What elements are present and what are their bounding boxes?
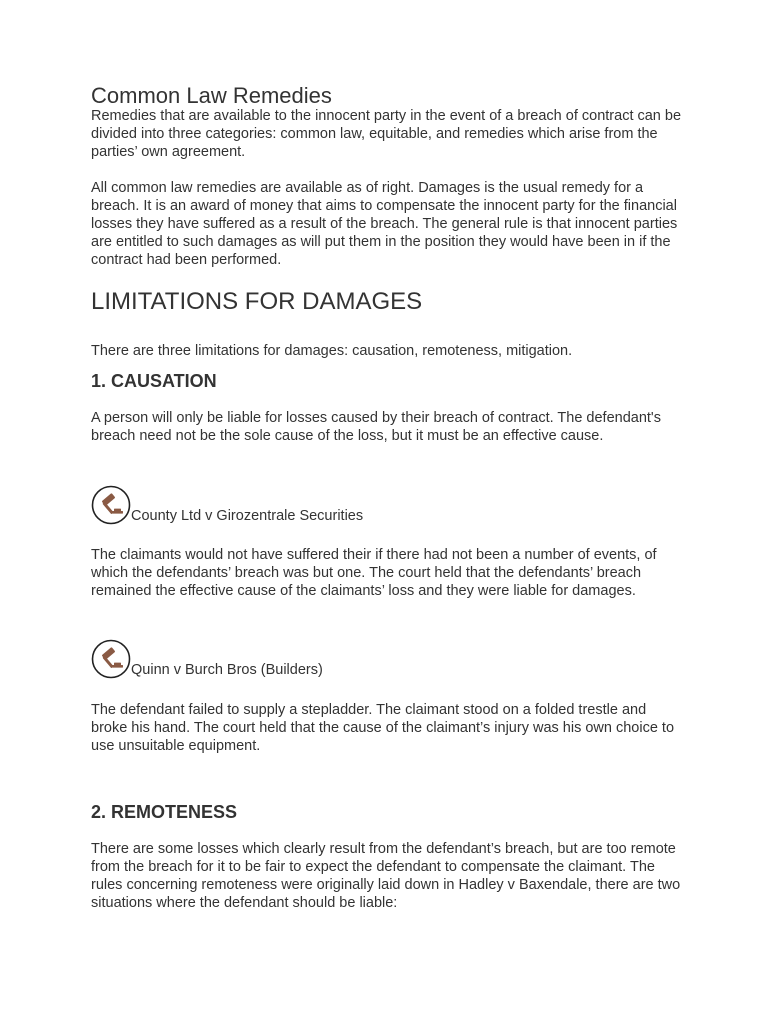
causation-heading: 1. CAUSATION	[91, 371, 217, 391]
causation-paragraph: A person will only be liable for losses caused by their breach of contract. The defendant's breach need not be the sole cause of the loss, but it must be an effective cause.	[91, 410, 661, 444]
limitations-heading: LIMITATIONS FOR DAMAGES	[91, 288, 423, 315]
remoteness-paragraph: There are some losses which clearly result from the defendant’s breach, but are too remote from the breach for it to be fair to expect the defendant to compensate the claimant. The rules concerning remoteness were originally laid down in Hadley v Baxendale, there are two situations where the defendant should be liable:	[91, 841, 681, 911]
limitations-intro: There are three limitations for damages: causation, remoteness, mitigation.	[91, 343, 573, 359]
case-name: Quinn v Burch Bros (Builders)	[131, 662, 323, 678]
page-title: Common Law Remedies	[91, 83, 332, 108]
case-entry	[91, 481, 363, 525]
gavel-icon	[91, 485, 131, 525]
case-summary: The claimants would not have suffered their if there had not been a number of events, of which the defendants’ breach was but one. The court held that the defendants’ breach remained the effective cause of the claimants’ loss and they were liable for damages.	[91, 547, 657, 599]
intro-paragraph: Remedies that are available to the innocent party in the event of a breach of contract can be divided into three categories: common law, equitable, and remedies which arise from the parties’ own agreement.	[91, 108, 682, 160]
gavel-icon	[91, 639, 131, 679]
damages-paragraph: All common law remedies are available as of right. Damages is the usual remedy for a breach. It is an award of money that aims to compensate the innocent party for the financial losses they have suffered as a result of the breach. The general rule is that innocent parties are entitled to such damages as will put them in the position they would have been in if the contract had been performed.	[91, 180, 678, 268]
case-summary: The defendant failed to supply a stepladder. The claimant stood on a folded trestle and broke his hand. The court held that the cause of the claimant’s injury was his own choice to use unsuitable equipment.	[91, 702, 675, 754]
case-entry	[91, 635, 323, 679]
remoteness-heading: 2. REMOTENESS	[91, 802, 238, 822]
case-name: County Ltd v Girozentrale Securities	[131, 508, 364, 524]
